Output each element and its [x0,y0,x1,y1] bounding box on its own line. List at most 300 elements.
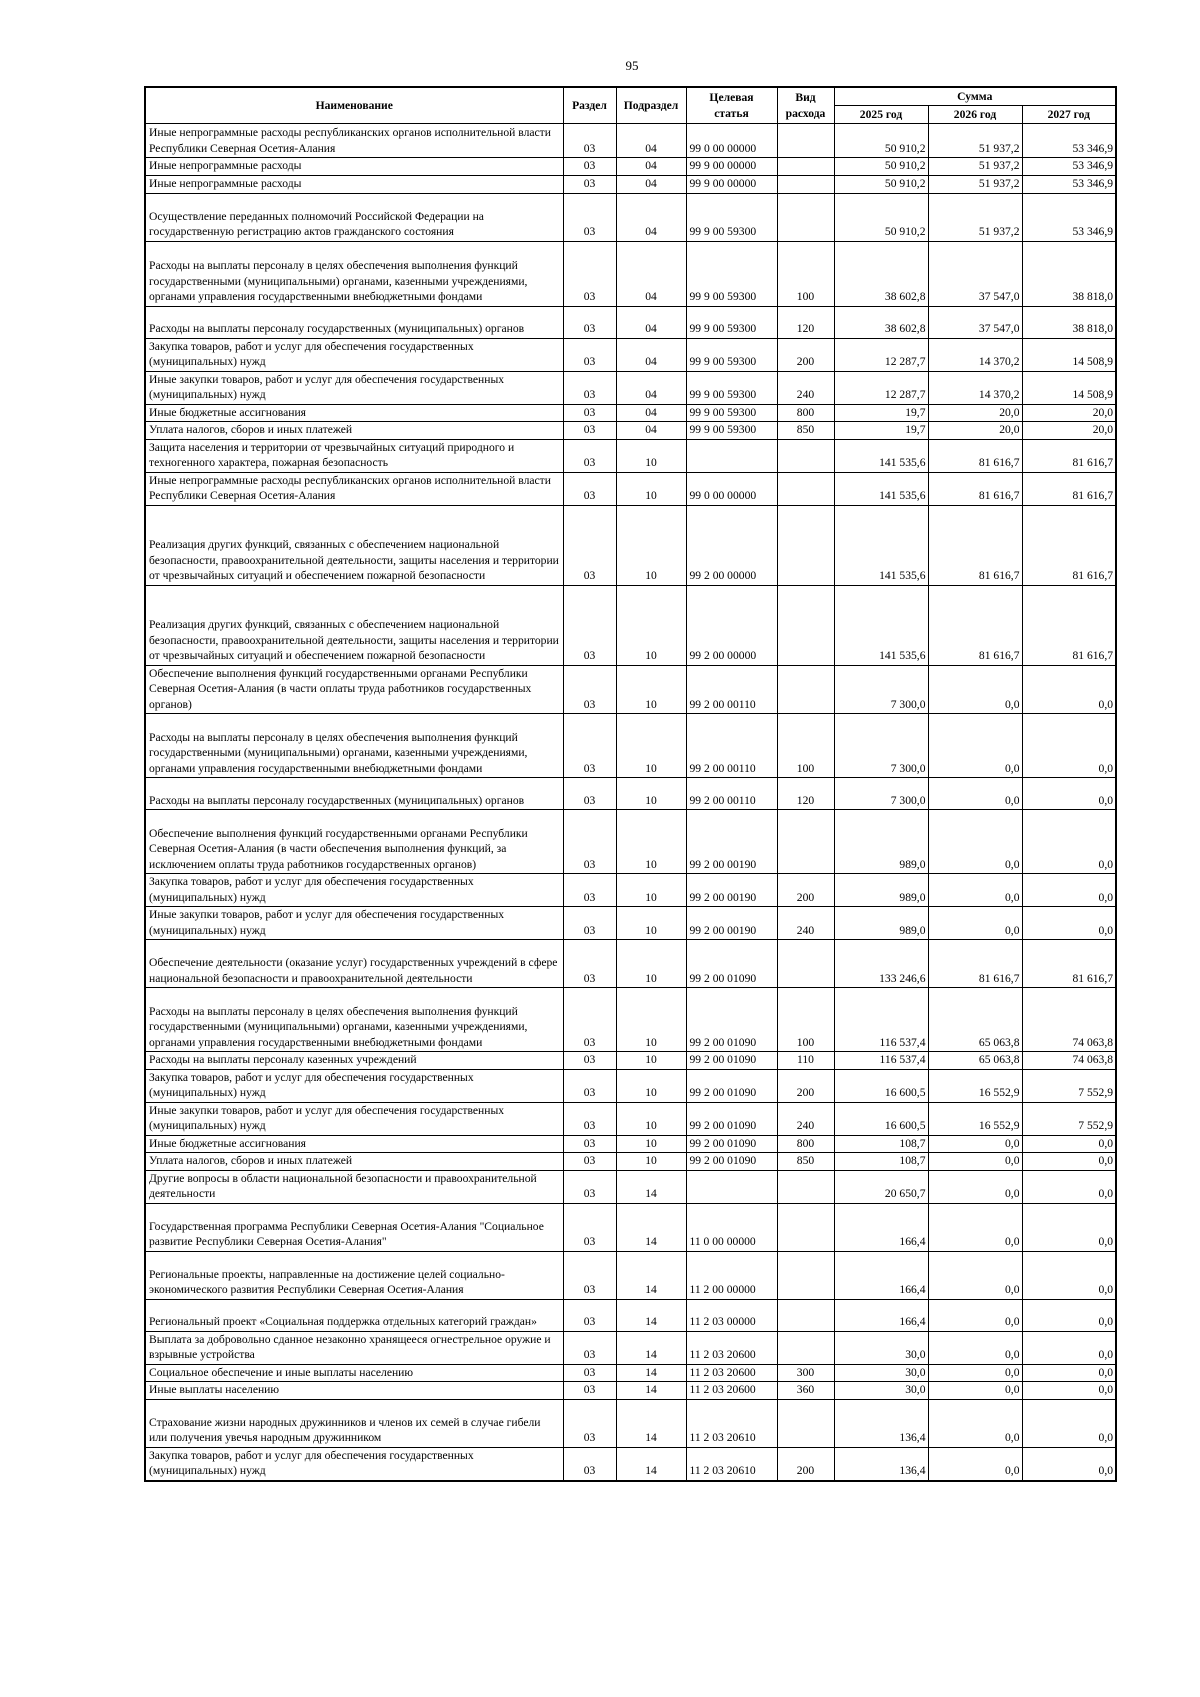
table-row [145,422,1116,440]
header-2027: 2027 год [1022,106,1116,124]
row-sum-2025: 7 300,0 [834,665,928,714]
row-sum-2025: 16 600,5 [834,1102,928,1135]
row-subsection: 10 [616,874,686,907]
row-section: 03 [563,810,616,874]
row-sum-2027: 0,0 [1022,778,1116,810]
row-target-article: 11 2 03 20600 [686,1382,777,1400]
row-expense-type: 200 [777,338,834,371]
row-name: Социальное обеспечение и иные выплаты населению [145,1364,563,1382]
row-section: 03 [563,778,616,810]
table-row [145,1299,1116,1331]
row-sum-2026: 81 616,7 [928,940,1022,988]
table-row [145,175,1116,193]
row-section: 03 [563,1203,616,1251]
row-sum-2025: 136,4 [834,1399,928,1447]
header-subsection: Подраздел [616,87,686,124]
row-name: Иные непрограммные расходы республиканских органов исполнительной власти Республики Северная Осетия-Алания [145,472,563,505]
table-row [145,1102,1116,1135]
row-sum-2027: 0,0 [1022,907,1116,940]
row-expense-type: 200 [777,1069,834,1102]
row-expense-type [777,472,834,505]
row-sum-2027: 0,0 [1022,1364,1116,1382]
row-target-article: 99 2 00 00110 [686,714,777,778]
header-type-line2: расхода [785,106,826,120]
row-sum-2025: 136,4 [834,1447,928,1481]
row-target-article: 11 2 03 20600 [686,1364,777,1382]
row-sum-2027: 38 818,0 [1022,306,1116,338]
row-expense-type: 850 [777,422,834,440]
row-sum-2025: 30,0 [834,1382,928,1400]
row-sum-2027: 0,0 [1022,665,1116,714]
table-row [145,665,1116,714]
row-subsection: 10 [616,1135,686,1153]
row-name: Расходы на выплаты персоналу в целях обеспечения выполнения функций государственными (муниципальными) органами, казенными учреждениями, органами управления государственными внебюджетными фондами [145,714,563,778]
row-sum-2027: 53 346,9 [1022,124,1116,158]
row-subsection: 04 [616,338,686,371]
row-section: 03 [563,1447,616,1481]
header-2026: 2026 год [928,106,1022,124]
row-expense-type [777,1331,834,1364]
row-sum-2027: 81 616,7 [1022,940,1116,988]
row-subsection: 14 [616,1251,686,1299]
row-sum-2025: 16 600,5 [834,1069,928,1102]
row-sum-2025: 7 300,0 [834,778,928,810]
row-name: Иные закупки товаров, работ и услуг для обеспечения государственных (муниципальных) нужд [145,907,563,940]
table-row [145,1447,1116,1481]
row-subsection: 10 [616,988,686,1052]
row-sum-2027: 14 508,9 [1022,338,1116,371]
row-sum-2026: 0,0 [928,1170,1022,1203]
row-section: 03 [563,940,616,988]
row-section: 03 [563,404,616,422]
header-2025: 2025 год [834,106,928,124]
row-name: Защита населения и территории от чрезвычайных ситуаций природного и техногенного характера, пожарная безопасность [145,439,563,472]
table-header-row-1 [145,87,1116,106]
row-name: Иные бюджетные ассигнования [145,1135,563,1153]
row-target-article: 11 0 00 00000 [686,1203,777,1251]
row-sum-2026: 0,0 [928,810,1022,874]
row-name: Расходы на выплаты персоналу казенных учреждений [145,1052,563,1070]
row-name: Государственная программа Республики Северная Осетия-Алания "Социальное развитие Республики Северная Осетия-Алания" [145,1203,563,1251]
row-target-article: 99 9 00 59300 [686,306,777,338]
row-name: Закупка товаров, работ и услуг для обеспечения государственных (муниципальных) нужд [145,874,563,907]
row-target-article: 99 9 00 59300 [686,422,777,440]
table-row [145,338,1116,371]
row-subsection: 10 [616,585,686,665]
row-sum-2027: 53 346,9 [1022,158,1116,176]
table-row [145,404,1116,422]
row-sum-2025: 141 535,6 [834,585,928,665]
row-sum-2026: 37 547,0 [928,306,1022,338]
row-sum-2027: 0,0 [1022,1153,1116,1171]
row-sum-2025: 108,7 [834,1135,928,1153]
row-sum-2025: 30,0 [834,1331,928,1364]
row-expense-type [777,193,834,241]
row-section: 03 [563,1331,616,1364]
table-row [145,1203,1116,1251]
row-expense-type: 240 [777,371,834,404]
row-sum-2026: 20,0 [928,422,1022,440]
row-target-article: 99 9 00 59300 [686,371,777,404]
row-name: Иные непрограммные расходы республиканских органов исполнительной власти Республики Северная Осетия-Алания [145,124,563,158]
row-sum-2027: 81 616,7 [1022,472,1116,505]
header-target-line1: Целевая [709,91,754,104]
row-sum-2025: 108,7 [834,1153,928,1171]
row-section: 03 [563,175,616,193]
row-subsection: 04 [616,124,686,158]
row-subsection: 10 [616,714,686,778]
row-subsection: 14 [616,1382,686,1400]
row-section: 03 [563,193,616,241]
row-name: Обеспечение деятельности (оказание услуг) государственных учреждений в сфере национальной безопасности и правоохранительной деятельности [145,940,563,988]
row-subsection: 10 [616,940,686,988]
row-sum-2025: 7 300,0 [834,714,928,778]
row-target-article: 99 2 00 00000 [686,585,777,665]
row-sum-2026: 0,0 [928,1331,1022,1364]
row-sum-2026: 16 552,9 [928,1069,1022,1102]
row-sum-2027: 20,0 [1022,422,1116,440]
row-sum-2027: 74 063,8 [1022,988,1116,1052]
row-subsection: 14 [616,1331,686,1364]
row-name: Региональный проект «Социальная поддержка отдельных категорий граждан» [145,1299,563,1331]
row-sum-2026: 0,0 [928,1382,1022,1400]
row-sum-2027: 0,0 [1022,1251,1116,1299]
row-name: Иные выплаты населению [145,1382,563,1400]
row-name: Расходы на выплаты персоналу в целях обеспечения выполнения функций государственными (муниципальными) органами, казенными учреждениями, органами управления государственными внебюджетными фондами [145,241,563,306]
row-section: 03 [563,338,616,371]
row-target-article: 11 2 03 20610 [686,1447,777,1481]
row-section: 03 [563,585,616,665]
row-section: 03 [563,472,616,505]
row-expense-type [777,158,834,176]
row-section: 03 [563,1153,616,1171]
table-row [145,1052,1116,1070]
row-target-article: 99 9 00 59300 [686,404,777,422]
page-number: 95 [625,58,639,73]
row-sum-2026: 81 616,7 [928,472,1022,505]
table-row [145,874,1116,907]
row-sum-2027: 0,0 [1022,1399,1116,1447]
row-sum-2025: 166,4 [834,1251,928,1299]
row-subsection: 14 [616,1299,686,1331]
table-row [145,439,1116,472]
row-subsection: 10 [616,505,686,585]
row-sum-2025: 141 535,6 [834,439,928,472]
row-target-article: 99 2 00 00110 [686,665,777,714]
row-sum-2026: 0,0 [928,1153,1022,1171]
table-row [145,940,1116,988]
row-sum-2025: 50 910,2 [834,124,928,158]
row-sum-2027: 0,0 [1022,810,1116,874]
row-name: Уплата налогов, сборов и иных платежей [145,422,563,440]
table-row [145,241,1116,306]
row-subsection: 14 [616,1447,686,1481]
row-section: 03 [563,907,616,940]
row-expense-type: 300 [777,1364,834,1382]
table-row [145,1135,1116,1153]
row-expense-type: 200 [777,1447,834,1481]
row-sum-2026: 0,0 [928,874,1022,907]
row-expense-type: 100 [777,714,834,778]
row-sum-2026: 0,0 [928,1251,1022,1299]
row-sum-2025: 38 602,8 [834,306,928,338]
table-row [145,907,1116,940]
row-sum-2027: 53 346,9 [1022,193,1116,241]
table-row [145,585,1116,665]
row-sum-2025: 166,4 [834,1203,928,1251]
row-sum-2025: 20 650,7 [834,1170,928,1203]
row-section: 03 [563,1382,616,1400]
table-row [145,158,1116,176]
row-expense-type [777,1170,834,1203]
row-section: 03 [563,1102,616,1135]
row-name: Иные закупки товаров, работ и услуг для обеспечения государственных (муниципальных) нужд [145,1102,563,1135]
table-row [145,778,1116,810]
row-subsection: 04 [616,371,686,404]
table-row [145,193,1116,241]
row-expense-type [777,439,834,472]
row-expense-type [777,1203,834,1251]
row-name: Иные закупки товаров, работ и услуг для обеспечения государственных (муниципальных) нужд [145,371,563,404]
header-target-article [686,87,777,124]
row-sum-2026: 0,0 [928,1399,1022,1447]
row-sum-2026: 0,0 [928,1364,1022,1382]
row-name: Выплата за добровольно сданное незаконно хранящееся огнестрельное оружие и взрывные устройства [145,1331,563,1364]
row-name: Другие вопросы в области национальной безопасности и правоохранительной деятельности [145,1170,563,1203]
row-target-article: 99 2 00 00190 [686,874,777,907]
row-sum-2025: 50 910,2 [834,193,928,241]
header-target-line2: статья [714,106,749,120]
table-row [145,1069,1116,1102]
header-name: Наименование [145,87,563,124]
row-name: Обеспечение выполнения функций государственными органами Республики Северная Осетия-Алания (в части обеспечения выполнения функций, за исключением оплаты труда работников государственных органов) [145,810,563,874]
row-sum-2025: 12 287,7 [834,371,928,404]
row-target-article [686,1170,777,1203]
table-row [145,1399,1116,1447]
row-name: Закупка товаров, работ и услуг для обеспечения государственных (муниципальных) нужд [145,1069,563,1102]
row-expense-type [777,585,834,665]
row-sum-2025: 989,0 [834,874,928,907]
row-expense-type [777,665,834,714]
row-expense-type [777,1399,834,1447]
row-sum-2026: 0,0 [928,1203,1022,1251]
row-name: Реализация других функций, связанных с обеспечением национальной безопасности, правоохранительной деятельности, защиты населения и территории от чрезвычайных ситуаций и обеспечением пожарной безопасности [145,505,563,585]
row-subsection: 04 [616,193,686,241]
row-sum-2027: 74 063,8 [1022,1052,1116,1070]
row-sum-2026: 16 552,9 [928,1102,1022,1135]
row-subsection: 10 [616,1069,686,1102]
row-section: 03 [563,1364,616,1382]
row-section: 03 [563,1069,616,1102]
row-sum-2027: 0,0 [1022,1331,1116,1364]
row-name: Региональные проекты, направленные на достижение целей социально-экономического развития Республики Северная Осетия-Алания [145,1251,563,1299]
row-sum-2025: 50 910,2 [834,158,928,176]
row-target-article: 99 0 00 00000 [686,472,777,505]
table-row [145,988,1116,1052]
row-sum-2025: 12 287,7 [834,338,928,371]
header-section: Раздел [563,87,616,124]
row-expense-type [777,1299,834,1331]
row-section: 03 [563,1299,616,1331]
row-sum-2025: 50 910,2 [834,175,928,193]
row-expense-type [777,940,834,988]
row-sum-2027: 81 616,7 [1022,505,1116,585]
row-expense-type: 100 [777,988,834,1052]
row-name: Осуществление переданных полномочий Российской Федерации на государственную регистрацию актов гражданского состояния [145,193,563,241]
row-section: 03 [563,371,616,404]
row-expense-type: 120 [777,778,834,810]
row-sum-2026: 81 616,7 [928,439,1022,472]
row-section: 03 [563,241,616,306]
row-sum-2025: 989,0 [834,810,928,874]
row-subsection: 10 [616,665,686,714]
row-sum-2026: 51 937,2 [928,193,1022,241]
row-section: 03 [563,439,616,472]
table-row [145,810,1116,874]
table-row [145,371,1116,404]
row-expense-type: 800 [777,404,834,422]
row-expense-type [777,505,834,585]
row-target-article: 99 9 00 00000 [686,158,777,176]
table-row [145,1153,1116,1171]
row-sum-2026: 0,0 [928,907,1022,940]
row-name: Уплата налогов, сборов и иных платежей [145,1153,563,1171]
row-sum-2025: 141 535,6 [834,472,928,505]
row-subsection: 14 [616,1399,686,1447]
row-subsection: 10 [616,472,686,505]
row-subsection: 10 [616,439,686,472]
table-row [145,505,1116,585]
row-sum-2026: 0,0 [928,665,1022,714]
row-target-article: 99 2 00 01090 [686,1153,777,1171]
table-row [145,1382,1116,1400]
header-type-line1: Вид [795,91,816,104]
table-row [145,124,1116,158]
row-section: 03 [563,158,616,176]
row-target-article: 99 9 00 59300 [686,338,777,371]
row-target-article: 11 2 03 20600 [686,1331,777,1364]
row-expense-type [777,124,834,158]
row-sum-2025: 989,0 [834,907,928,940]
row-sum-2027: 0,0 [1022,1135,1116,1153]
row-subsection: 14 [616,1203,686,1251]
row-expense-type: 240 [777,907,834,940]
row-target-article: 99 2 00 01090 [686,1135,777,1153]
row-section: 03 [563,665,616,714]
table-row [145,1364,1116,1382]
row-target-article: 99 9 00 59300 [686,241,777,306]
row-subsection: 04 [616,404,686,422]
row-target-article: 99 2 00 00190 [686,810,777,874]
row-sum-2027: 14 508,9 [1022,371,1116,404]
header-expense-type [777,87,834,124]
row-sum-2026: 65 063,8 [928,988,1022,1052]
row-name: Расходы на выплаты персоналу в целях обеспечения выполнения функций государственными (муниципальными) органами, казенными учреждениями, органами управления государственными внебюджетными фондами [145,988,563,1052]
table-row [145,1331,1116,1364]
row-section: 03 [563,988,616,1052]
row-target-article: 11 2 03 20610 [686,1399,777,1447]
row-expense-type: 200 [777,874,834,907]
row-sum-2027: 81 616,7 [1022,585,1116,665]
row-section: 03 [563,422,616,440]
row-section: 03 [563,505,616,585]
row-sum-2027: 0,0 [1022,1299,1116,1331]
row-section: 03 [563,306,616,338]
row-section: 03 [563,1251,616,1299]
row-target-article: 99 2 00 01090 [686,988,777,1052]
row-sum-2027: 0,0 [1022,874,1116,907]
row-name: Закупка товаров, работ и услуг для обеспечения государственных (муниципальных) нужд [145,1447,563,1481]
row-expense-type [777,175,834,193]
row-sum-2026: 0,0 [928,1135,1022,1153]
row-sum-2026: 0,0 [928,714,1022,778]
row-name: Иные непрограммные расходы [145,175,563,193]
row-sum-2026: 51 937,2 [928,158,1022,176]
row-target-article [686,439,777,472]
row-sum-2026: 81 616,7 [928,505,1022,585]
row-target-article: 99 2 00 00000 [686,505,777,585]
row-expense-type: 110 [777,1052,834,1070]
row-section: 03 [563,1170,616,1203]
row-sum-2026: 20,0 [928,404,1022,422]
row-sum-2027: 0,0 [1022,1170,1116,1203]
row-subsection: 04 [616,306,686,338]
row-target-article: 11 2 03 00000 [686,1299,777,1331]
row-sum-2025: 116 537,4 [834,1052,928,1070]
row-subsection: 04 [616,158,686,176]
row-sum-2027: 0,0 [1022,1447,1116,1481]
row-sum-2027: 53 346,9 [1022,175,1116,193]
row-section: 03 [563,874,616,907]
row-sum-2027: 0,0 [1022,714,1116,778]
row-expense-type: 850 [777,1153,834,1171]
row-subsection: 04 [616,175,686,193]
row-sum-2026: 37 547,0 [928,241,1022,306]
header-sum: Сумма [834,87,1116,106]
row-sum-2027: 38 818,0 [1022,241,1116,306]
row-name: Реализация других функций, связанных с обеспечением национальной безопасности, правоохранительной деятельности, защиты населения и территории от чрезвычайных ситуаций и обеспечением пожарной безопасности [145,585,563,665]
row-sum-2025: 30,0 [834,1364,928,1382]
row-name: Страхование жизни народных дружинников и членов их семей в случае гибели или получения увечья народным дружинником [145,1399,563,1447]
row-sum-2027: 7 552,9 [1022,1102,1116,1135]
row-subsection: 10 [616,1052,686,1070]
row-section: 03 [563,714,616,778]
row-sum-2027: 0,0 [1022,1382,1116,1400]
row-sum-2026: 14 370,2 [928,338,1022,371]
row-subsection: 10 [616,810,686,874]
budget-table [144,86,1117,1482]
table-row [145,714,1116,778]
row-subsection: 10 [616,907,686,940]
row-name: Иные непрограммные расходы [145,158,563,176]
row-subsection: 14 [616,1170,686,1203]
row-target-article: 99 2 00 00190 [686,907,777,940]
table-row [145,306,1116,338]
row-target-article: 99 9 00 00000 [686,175,777,193]
row-name: Расходы на выплаты персоналу государственных (муниципальных) органов [145,778,563,810]
row-section: 03 [563,1399,616,1447]
row-sum-2026: 14 370,2 [928,371,1022,404]
row-sum-2026: 65 063,8 [928,1052,1022,1070]
row-sum-2027: 0,0 [1022,1203,1116,1251]
row-sum-2027: 20,0 [1022,404,1116,422]
row-section: 03 [563,1052,616,1070]
row-target-article: 99 2 00 01090 [686,940,777,988]
row-name: Обеспечение выполнения функций государственными органами Республики Северная Осетия-Алания (в части оплаты труда работников государственных органов) [145,665,563,714]
row-target-article: 99 2 00 00110 [686,778,777,810]
row-subsection: 10 [616,1153,686,1171]
row-sum-2025: 19,7 [834,422,928,440]
